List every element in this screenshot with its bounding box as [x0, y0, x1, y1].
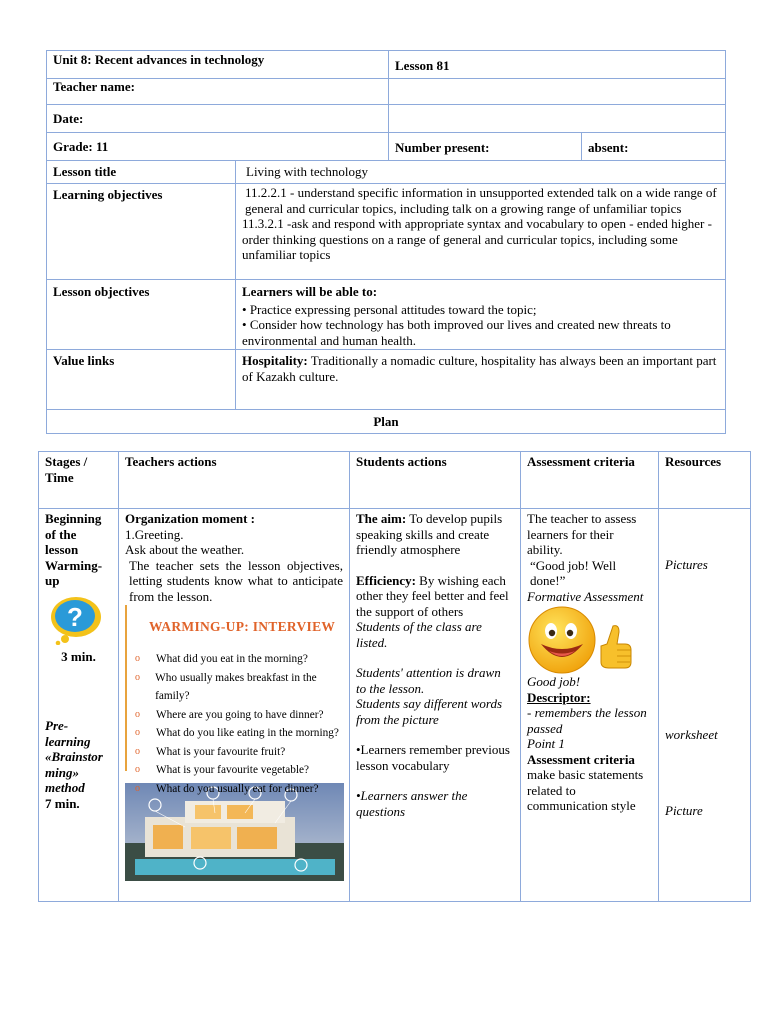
teacher-name-value [389, 79, 726, 105]
thumbs-up-smiley-icon [527, 606, 635, 674]
resources-cell [659, 509, 751, 902]
grade-label: Grade: 11 [47, 133, 389, 161]
warmup-question: o What do you usually eat for dinner? [135, 780, 345, 799]
date-label: Date: [47, 105, 389, 133]
teacher-sets: The teacher sets the lesson objectives, letting students know what to anticipate from the lesson. [129, 557, 343, 604]
lesson-header-table [46, 50, 726, 434]
stage-pre-learning: Pre-learning «Brainstorming» method [45, 718, 103, 795]
teachers-cell [119, 509, 350, 902]
teacher-weather: Ask about the weather. [125, 542, 245, 557]
circle-bullet-icon: o [135, 764, 140, 775]
warmup-interview-image [125, 605, 345, 795]
assess-goodjob: Good job! [527, 674, 581, 689]
absent-label: absent: [582, 133, 726, 161]
warmup-question: o Where are you going to have dinner? [135, 706, 345, 725]
value-links-label: Value links [47, 350, 236, 410]
stage-time-2: 7 min. [45, 795, 80, 811]
lesson-objectives-lead: Learners will be able to: [242, 284, 378, 299]
learning-objective-1: 11.2.2.1 - understand specific information in unsupported extended talk on a wide range of general and curricular topics, including talk on a growing range of unfamiliar topics [245, 185, 717, 216]
lesson-objective-item: • Consider how technology has both improved our lives and created new threats to environmental and human health. [242, 317, 671, 348]
teacher-heading: Organization moment : [125, 511, 255, 526]
bullet-icon: • [242, 301, 250, 317]
assess-criteria-label: Assessment criteria [527, 751, 635, 767]
circle-bullet-icon: o [135, 782, 140, 794]
value-links-lead: Hospitality: [242, 353, 308, 368]
students-listed: Students of the class are listed. [356, 619, 482, 650]
value-links-value [236, 350, 726, 410]
col-students: Students actions [350, 452, 521, 509]
plan-heading: Plan [47, 410, 726, 434]
stage-warmup: Warming-up [45, 557, 103, 588]
circle-bullet-icon: o [135, 671, 140, 683]
students-remember: •Learners remember previous lesson vocabulary [356, 742, 510, 773]
resource-pictures: Pictures [665, 557, 708, 572]
assess-quote: “Good job! Well done!” [530, 557, 617, 588]
resource-worksheet: worksheet [665, 726, 718, 742]
students-cell [350, 509, 521, 902]
lesson-number: Lesson 81 [389, 51, 726, 79]
stages-cell [39, 509, 119, 902]
circle-bullet-icon: o [135, 745, 140, 757]
teacher-name-label: Teacher name: [47, 79, 389, 105]
warmup-title: WARMING-UP: INTERVIEW [149, 619, 336, 634]
warmup-question: o Who usually makes breakfast in the family? [135, 669, 345, 706]
learning-objectives-value [236, 184, 726, 280]
assess-remembers: - remembers the lesson passed [527, 705, 647, 736]
lesson-title-value: Living with technology [236, 161, 726, 184]
assessment-cell [521, 509, 659, 902]
warmup-question: o What do you like eating in the morning? [135, 724, 345, 743]
stage-time-1: 3 min. [61, 648, 96, 664]
assess-text: The teacher to assess learners for their ability. [527, 511, 637, 557]
question-bubble-icon [49, 595, 103, 645]
students-attention: Students' attention is drawn to the lesson. [356, 665, 501, 696]
lesson-objective-item: • Practice expressing personal attitudes toward the topic; [242, 301, 537, 317]
students-aim: The aim: To develop pupils speaking skills and create friendly atmosphere [356, 511, 503, 557]
teacher-greeting: 1.Greeting. [125, 526, 184, 542]
bullet-icon: • [242, 317, 250, 332]
lesson-objectives-label: Lesson objectives [47, 280, 236, 350]
circle-bullet-icon: o [135, 727, 140, 738]
value-links-text: Traditionally a nomadic culture, hospitality has always been an important part of Kazakh culture. [242, 353, 717, 384]
unit-title: Unit 8: Recent advances in technology [47, 51, 389, 79]
assess-formative: Formative Assessment [527, 588, 644, 604]
lesson-plan-table [38, 451, 751, 902]
warmup-question-list [135, 650, 345, 798]
number-present-label: Number present: [389, 133, 582, 161]
lesson-objectives-value [236, 280, 726, 350]
warmup-question: o What is your favourite fruit? [135, 743, 345, 762]
warmup-question: o What did you eat in the morning? [135, 650, 345, 669]
students-efficiency: Efficiency: By wishing each other they feel better and feel the support of others [356, 572, 509, 619]
learning-objectives-label: Learning objectives [47, 184, 236, 280]
col-resources: Resources [659, 452, 751, 509]
lesson-title-label: Lesson title [47, 161, 236, 184]
circle-bullet-icon: o [135, 708, 140, 720]
col-assessment: Assessment criteria [521, 452, 659, 509]
warmup-question: o What is your favourite vegetable? [135, 761, 345, 780]
students-say: Students say different words from the picture [356, 696, 503, 727]
learning-objective-2: 11.3.2.1 -ask and respond with appropriate syntax and vocabulary to open - ended higher -order thinking questions on a range of general and curricular topics, including some unfamiliar topics [242, 216, 712, 262]
students-answer: •Learners answer the questions [356, 788, 468, 819]
assess-criteria-text: make basic statements related to communication style [527, 767, 644, 813]
stage-beginning: Beginning of the lesson [45, 511, 102, 557]
date-value [389, 105, 726, 133]
col-stages: Stages / Time [39, 452, 119, 509]
assess-point: Point 1 [527, 736, 565, 751]
circle-bullet-icon: o [135, 653, 140, 664]
resource-picture: Picture [665, 803, 703, 818]
svg-text:?: ? [67, 601, 83, 632]
assess-descriptor: Descriptor: [527, 689, 591, 705]
col-teachers: Teachers actions [119, 452, 350, 509]
